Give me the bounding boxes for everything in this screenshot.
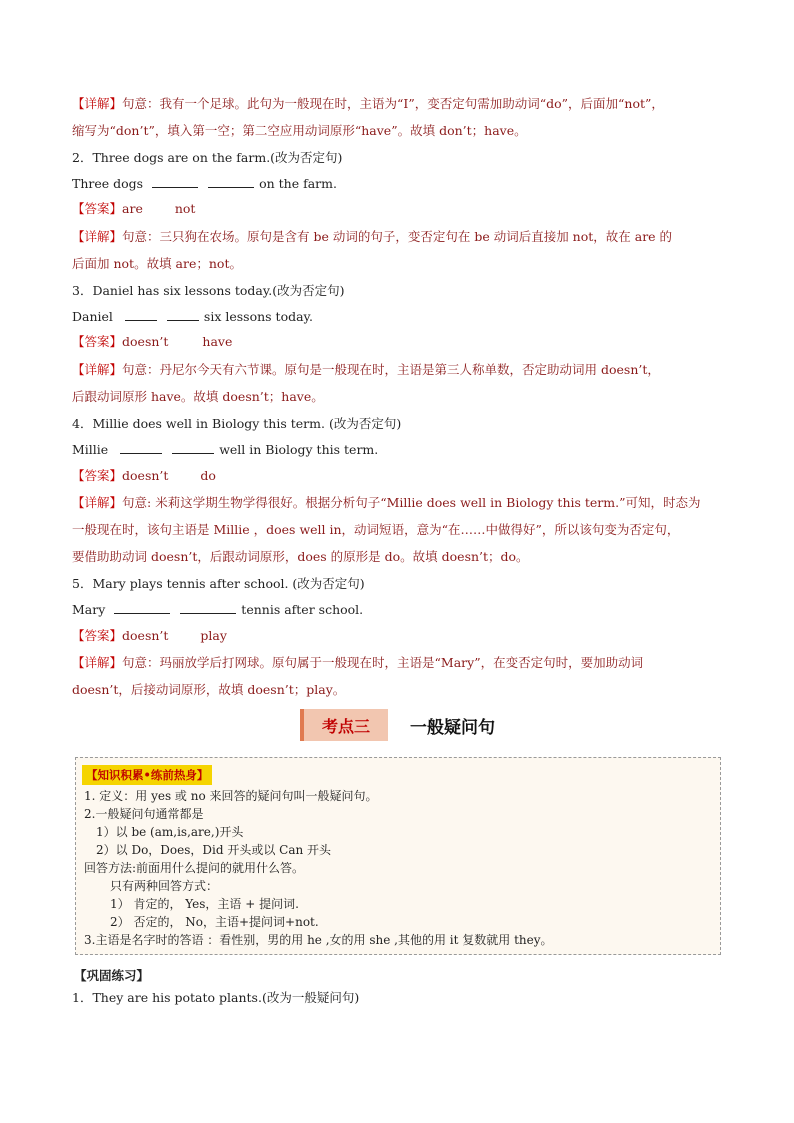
detail-tag: 【详解】 [72, 96, 123, 111]
knowledge-badge: 【知识积累•练前热身】 [82, 765, 212, 785]
practice-heading: 【巩固练习】 [74, 968, 150, 983]
q5-detail-line-1: 【详解】句意：玛丽放学后打网球。原句属于一般现在时，主语是“Mary”，在变否定句时，要加助动词 [72, 655, 644, 670]
q4-detail-line-2: 一般现在时，该句主语是 Millie ，does well in，动词短语，意为“在……中做得好”，所以该句变为否定句， [72, 522, 680, 537]
answer-blank[interactable] [180, 601, 236, 614]
answer-blank[interactable] [172, 441, 214, 454]
knowledge-line: 3.主语是名字时的答语 ：看性别，男的用 he ,女的用 she ,其他的用 it 复数就用 they。 [84, 933, 553, 947]
answer-blank[interactable] [120, 441, 162, 454]
knowledge-line: 1） 肯定的， Yes，主语 + 提问词. [110, 897, 299, 911]
answer-blank[interactable] [125, 308, 157, 321]
q5-fill-line: Mary tennis after school. [72, 602, 364, 617]
answer-blank[interactable] [114, 601, 170, 614]
knowledge-line: 2.一般疑问句通常都是 [84, 807, 204, 821]
q3-prompt: 3．Daniel has six lessons today.(改为否定句) [72, 283, 345, 298]
knowledge-line: 1）以 be (am,is,are,)开头 [96, 825, 244, 839]
knowledge-line: 回答方法:前面用什么提问的就用什么答。 [84, 861, 305, 875]
q3-answer: 【答案】doesn’t have [72, 334, 233, 349]
q3-detail-line-1: 【详解】句意：丹尼尔今天有六节课。原句是一般现在时，主语是第三人称单数，否定助动词用 doesn’t， [72, 362, 660, 377]
knowledge-line: 2）以 Do，Does，Did 开头或以 Can 开头 [96, 843, 332, 857]
answer-blank[interactable] [167, 308, 199, 321]
q5-detail-line-2: doesn’t，后接动词原形，故填 doesn’t；play。 [72, 682, 346, 697]
section-badge: 考点三 [300, 709, 388, 741]
q1-detail-line-1: 【详解】句意：我有一个足球。此句为一般现在时，主语为“I”，变否定句需加助动词“do”，后面加“not”， [72, 96, 664, 111]
q2-prompt: 2．Three dogs are on the farm.(改为否定句) [72, 150, 343, 165]
knowledge-line: 1. 定义：用 yes 或 no 来回答的疑问句叫一般疑问句。 [84, 789, 378, 803]
practice-q1: 1．They are his potato plants.(改为一般疑问句) [72, 990, 360, 1005]
q3-detail-line-2: 后跟动词原形 have。故填 doesn’t；have。 [72, 389, 324, 404]
q2-answer: 【答案】are not [72, 201, 196, 216]
q4-detail-line-3: 要借助助动词 doesn’t，后跟动词原形，does 的原形是 do。故填 doesn’t；do。 [72, 549, 529, 564]
q4-detail-line-1: 【详解】句意: 米莉这学期生物学得很好。根据分析句子“Millie does well in Biology this term.”可知，时态为 [72, 495, 701, 510]
q4-prompt: 4．Millie does well in Biology this term. (改为否定句) [72, 416, 402, 431]
q5-prompt: 5．Mary plays tennis after school. (改为否定句) [72, 576, 365, 591]
q2-detail-line-2: 后面加 not。故填 are；not。 [72, 256, 242, 271]
q4-fill-line: Millie well in Biology this term. [72, 442, 379, 457]
q5-answer: 【答案】doesn’t play [72, 628, 227, 643]
q2-detail-line-1: 【详解】句意：三只狗在农场。原句是含有 be 动词的句子，变否定句在 be 动词后直接加 not，故在 are 的 [72, 229, 673, 244]
q3-fill-line: Daniel six lessons today. [72, 309, 313, 324]
knowledge-line: 2） 否定的， No，主语+提问词+not. [110, 915, 319, 929]
knowledge-line: 只有两种回答方式： [110, 879, 219, 893]
q1-detail-line-2: 缩写为“don’t”，填入第一空；第二空应用动词原形“have”。故填 don’t；have。 [72, 123, 527, 138]
section-header [300, 708, 495, 742]
section-title: 一般疑问句 [410, 717, 496, 738]
q2-fill-line: Three dogs on the farm. [72, 176, 337, 191]
knowledge-box [75, 757, 721, 955]
answer-blank[interactable] [152, 175, 198, 188]
q4-answer: 【答案】doesn’t do [72, 468, 216, 483]
answer-blank[interactable] [208, 175, 254, 188]
